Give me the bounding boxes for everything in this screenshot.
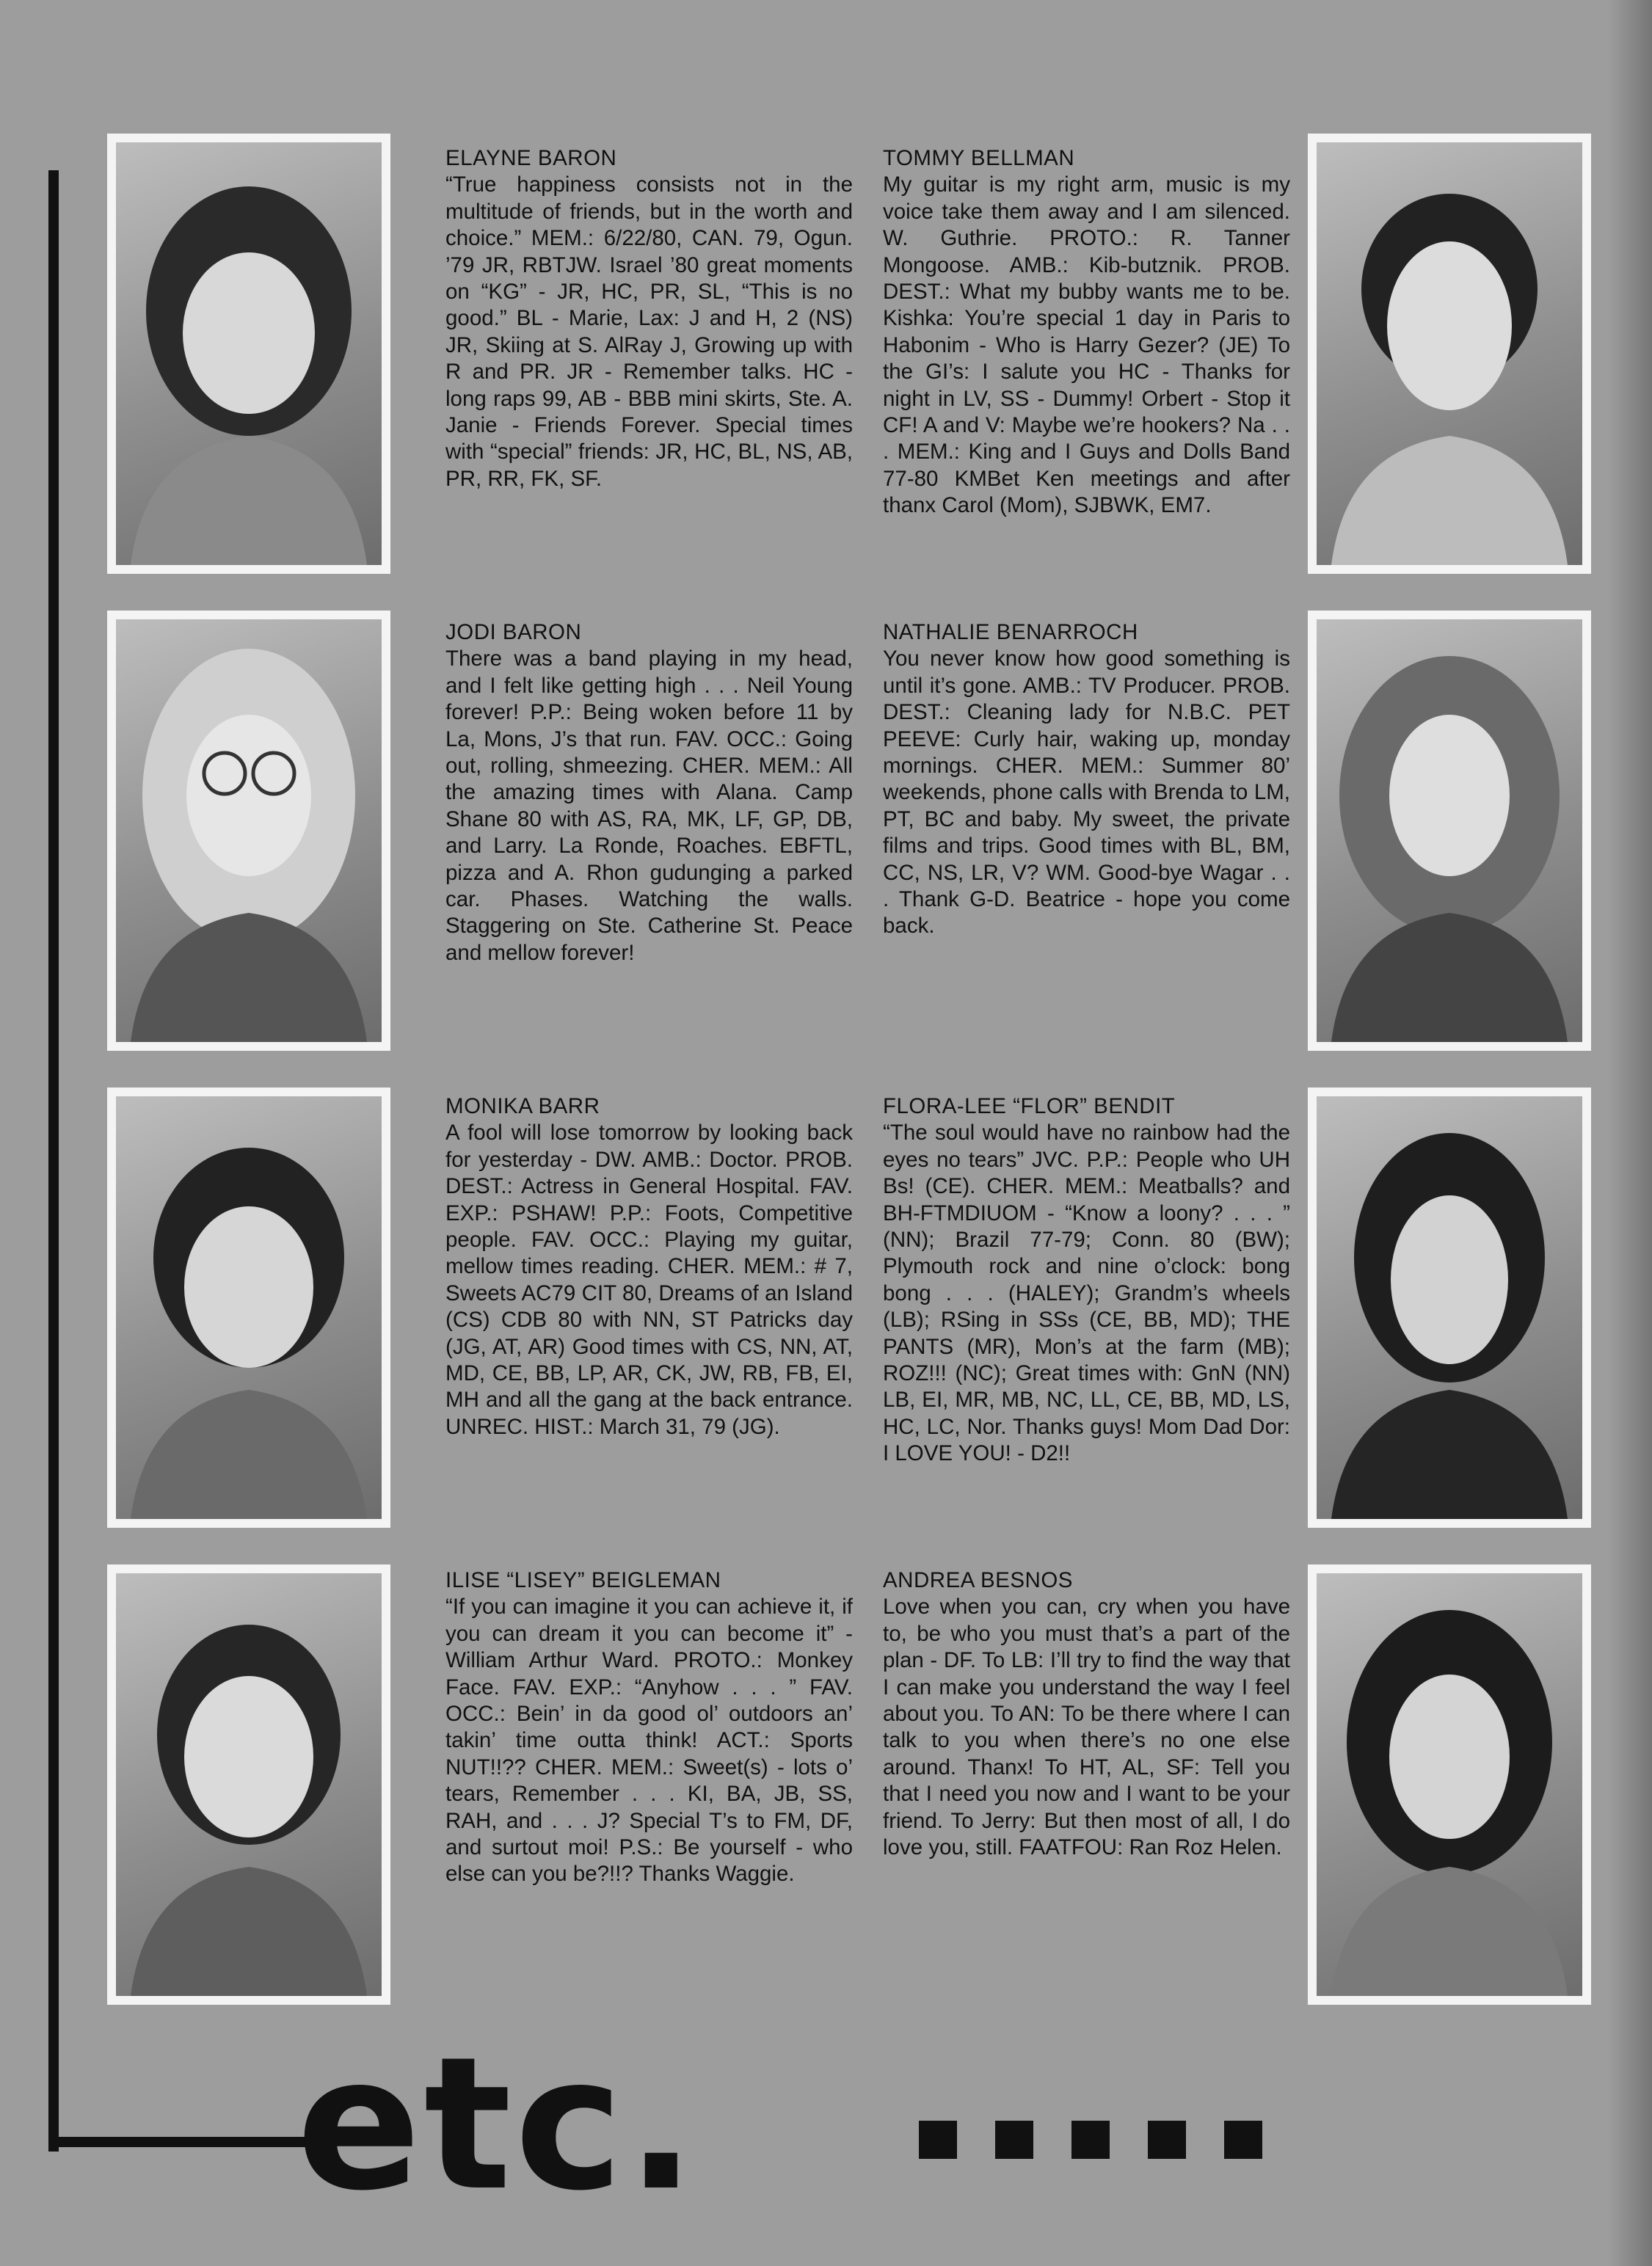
portrait-elayne-baron [107, 134, 390, 574]
portrait-monika-barr [107, 1088, 390, 1528]
entry-text: “The soul would have no rainbow had the eyes no tears” JVC. P.P.: People who UH Bs! (CE). CHER. MEM.: Meatballs? and BH-FTMDIUOM - “Know a loony? . . . ” (NN); Brazil 77-79; Conn. 80 (BW); Plymouth rock and nine o’clock: bong bong . . . (HALEY); Grandm’s wheels (LB); RSing in SSs (CE, BB, MD); THE PANTS (MR), Mon’s at the farm (MB); ROZ!!! (NC); Great times with: GnN (NN) LB, EI, MR, MB, NC, LL, CE, BB, MD, LS, HC, LC, Nor. Thanks guys! Mom Dad Dor: I LOVE YOU! - D2!! [883, 1121, 1290, 1466]
entry-text: There was a band playing in my head, and I felt like getting high . . . Neil Young forever! P.P.: Being woken before 11 by La, Mons, J’s that run. FAV. OCC.: Going out, rolling, shmeezing. CHER. MEM.: All the amazing times with Alana. Camp Shane 80 with AS, RA, MK, LF, GP, DB, and Larry. La Ronde, Roaches. EBFTL, pizza and A. Rhon gudunging a parked car. Phases. Watching the walls. Staggering on Ste. Catherine St. Peace and mellow forever! [445, 646, 853, 965]
ellipsis-square [1148, 2121, 1186, 2159]
ellipsis-square [1071, 2121, 1110, 2159]
portrait-tommy-bellman [1308, 134, 1591, 574]
entry-flora-lee-bendit [883, 1093, 1290, 1468]
entry-monika-barr [445, 1093, 853, 1440]
page-bracket-vertical [48, 170, 59, 2152]
portrait-jodi-baron [107, 611, 390, 1051]
ellipsis-square [919, 2121, 957, 2159]
entry-ilise-beigleman [445, 1567, 853, 1888]
entry-text: “If you can imagine it you can achieve it, if you can dream it you can become it” - William Arthur Ward. PROTO.: Monkey Face. FAV. EXP.: “Anyhow . . . ” FAV. OCC.: Bein’ in da good ol’ outdoors an’ takin’ time outta think! ACT.: Sports NUT!!?? CHER. MEM.: Sweet(s) - lots o’ tears, Remember . . . KI, BA, JB, SS, RAH, and . . . J? Special T’s to FM, DF, and surtout moi! P.S.: Be yourself - who else can you be?!!? Thanks Waggie. [445, 1595, 853, 1887]
entry-jodi-baron [445, 619, 853, 966]
footer-ellipsis-squares [919, 2121, 1262, 2159]
page-edge-shadow [1608, 0, 1652, 2266]
portrait-ilise-beigleman [107, 1564, 390, 2005]
entry-name: TOMMY BELLMAN [883, 146, 1075, 170]
entry-name: NATHALIE BENARROCH [883, 620, 1138, 644]
ellipsis-square [995, 2121, 1033, 2159]
entry-name: JODI BARON [445, 620, 582, 644]
footer-etc-word: etc. [296, 2017, 699, 2231]
entry-name: ILISE “LISEY” BEIGLEMAN [445, 1568, 721, 1592]
portrait-nathalie-benarroch [1308, 611, 1591, 1051]
entry-text: Love when you can, cry when you have to, be who you must that’s a part of the plan - DF. To LB: I’ll try to find the way that I can make you understand the way I feel about you. To AN: To be there where I can talk to you when there’s no one else around. Thanx! To HT, AL, SF: Tell you that I need you now and I want to be your friend. To Jerry: But then most of all, I do love you, still. FAATFOU: Ran Roz Helen. [883, 1595, 1290, 1860]
portrait-andrea-besnos [1308, 1564, 1591, 2005]
entry-name: ANDREA BESNOS [883, 1568, 1073, 1592]
entry-andrea-besnos [883, 1567, 1290, 1861]
ellipsis-square [1224, 2121, 1262, 2159]
entry-nathalie-benarroch [883, 619, 1290, 940]
entry-text: My guitar is my right arm, music is my voice take them away and I am silenced. W. Guthrie. PROTO.: R. Tanner Mongoose. AMB.: Kib-butznik. PROB. DEST.: What my bubby wants me to be. Kishka: You’re special 1 day in Paris to Habonim - Who is Harry Gezer? (JE) To the GI’s: I salute you HC - Thanks for night in LV, SS - Dummy! Orbert - Stop it CF! A and V: Maybe we’re hookers? Na . . . MEM.: King and I Guys and Dolls Band 77-80 KMBet Ken meetings and after thanx Carol (Mom), SJBWK, EM7. [883, 172, 1290, 518]
entry-text: You never know how good something is until it’s gone. AMB.: TV Producer. PROB. DEST.: Cleaning lady for N.B.C. PET PEEVE: Curly hair, waking up, monday mornings. CHER. MEM.: Summer 80’ weekends, phone calls with Brenda to LM, PT, BC and baby. My sweet, the private films and trips. Good times with BL, BM, CC, NS, LR, V? WM. Good-bye Wagar . . . Thank G-D. Beatrice - hope you come back. [883, 646, 1290, 939]
entry-text: A fool will lose tomorrow by looking back for yesterday - DW. AMB.: Doctor. PROB. DEST.: Actress in General Hospital. FAV. EXP.: PSHAW! P.P.: Foots, Competitive people. FAV. OCC.: Playing my guitar, mellow times reading. CHER. MEM.: # 7, Sweets AC79 CIT 80, Dreams of an Island (CS) CDB 80 with NN, ST Patricks day (JG, AT, AR) Good times with CS, NN, AT, MD, CE, BB, LP, AR, CK, JW, RB, FB, EI, MH and all the gang at the back entrance. UNREC. HIST.: March 31, 79 (JG). [445, 1121, 853, 1439]
entry-tommy-bellman [883, 145, 1290, 520]
entry-text: “True happiness consists not in the multitude of friends, but in the worth and choice.” MEM.: 6/22/80, CAN. 79, Ogun. ’79 JR, RBTJW. Israel ’80 great moments on “KG” - JR, HC, PR, SL, “This is no good.” BL - Marie, Lax: J and H, 2 (NS) JR, Skiing at S. AlRay J, Growing up with R and PR. JR - Remember talks. HC - long raps 99, AB - BBB mini skirts, Ste. A. Janie - Friends Forever. Special times with “special” friends: JR, HC, BL, NS, AB, PR, RR, FK, SF. [445, 172, 853, 491]
entry-name: ELAYNE BARON [445, 146, 617, 170]
portrait-flora-lee-bendit [1308, 1088, 1591, 1528]
page-bracket-horizontal [48, 2137, 313, 2147]
entry-name: MONIKA BARR [445, 1094, 600, 1118]
entry-name: FLORA-LEE “FLOR” BENDIT [883, 1094, 1176, 1118]
entry-elayne-baron [445, 145, 853, 492]
